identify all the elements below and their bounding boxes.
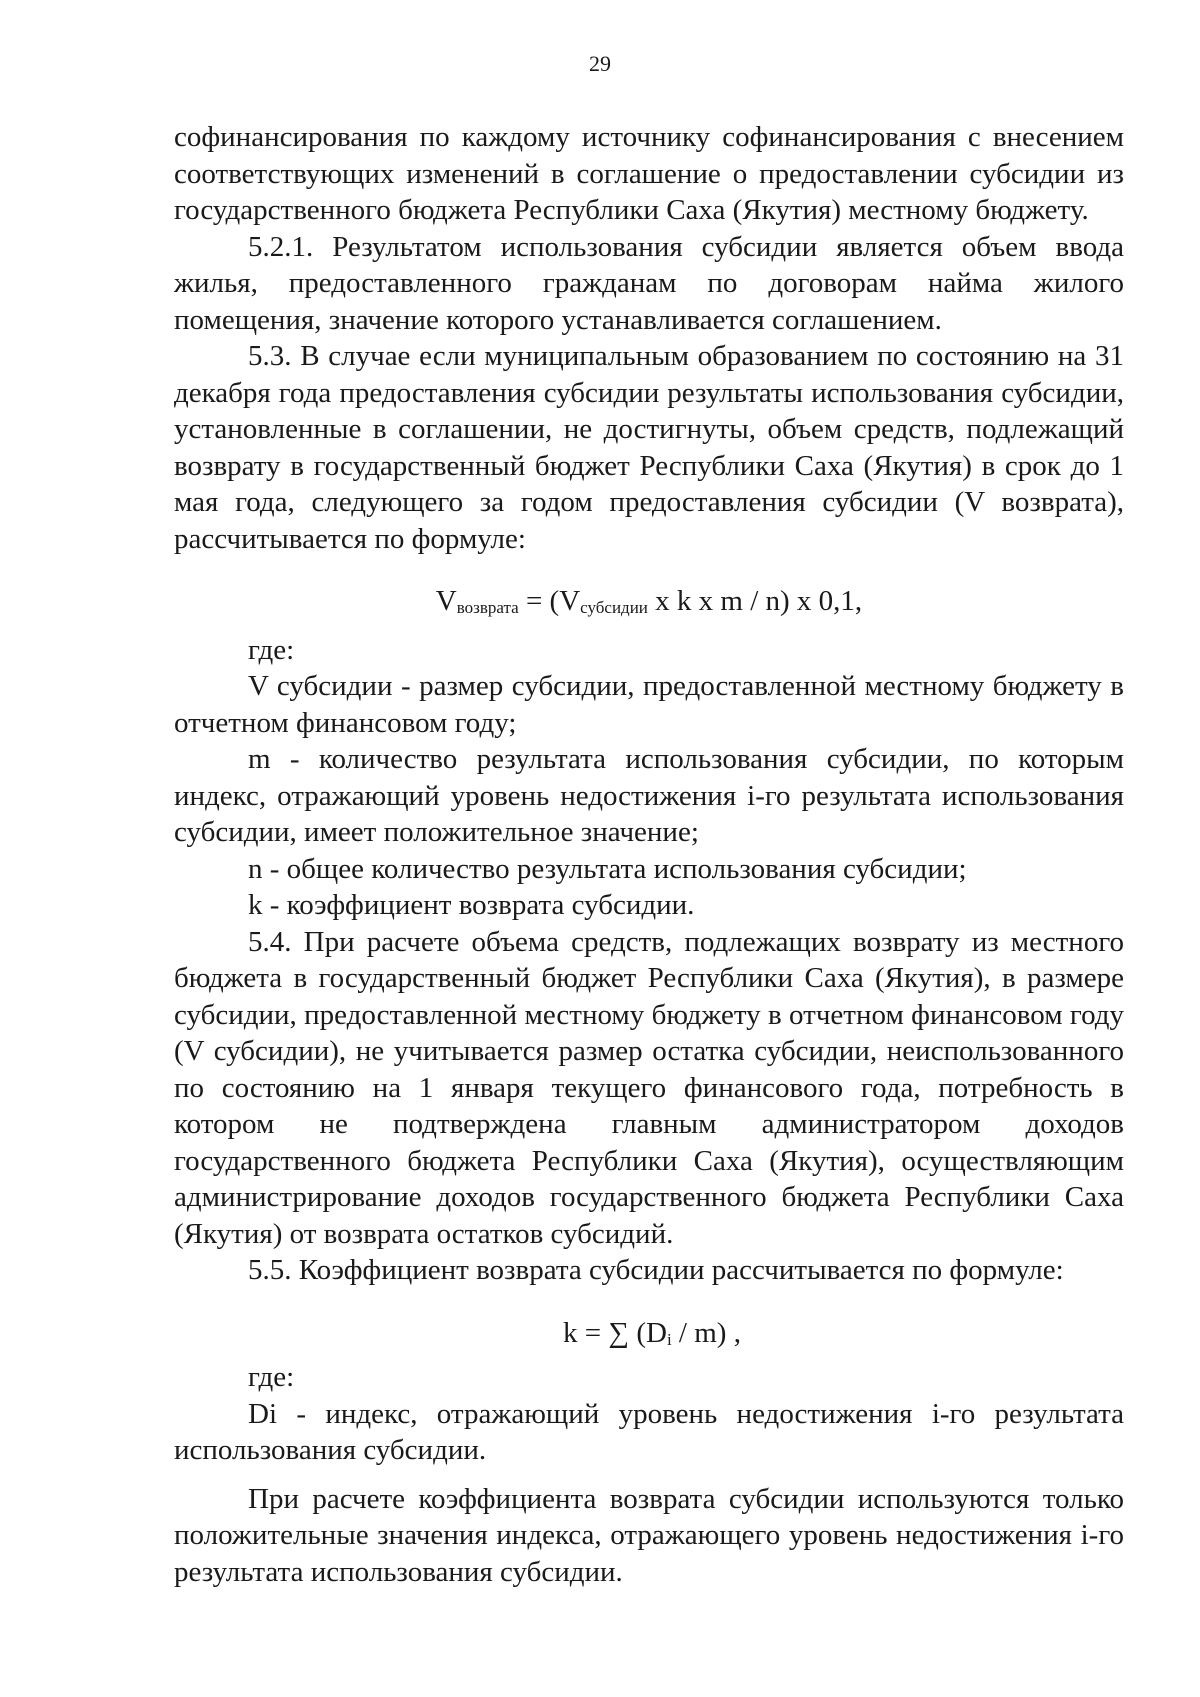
where-label-2: где: bbox=[248, 1361, 295, 1393]
formula-k-left: k = ∑ (D bbox=[563, 1316, 667, 1349]
paragraph-5-2-1: 5.2.1. Результатом использования субсидии является объем ввода жилья, предоставленного гражданам по договорам найма жилого помещения, значение которого устанавливается соглашением. bbox=[174, 230, 1124, 336]
page-number: 29 bbox=[589, 51, 611, 76]
definition-n: n - общее количество результата использования субсидии; bbox=[248, 852, 967, 885]
formula-v-return bbox=[174, 583, 1124, 620]
formula-rest: x k x m / n) x 0,1, bbox=[647, 585, 863, 617]
formula-k-right: / m) , bbox=[671, 1316, 741, 1349]
paragraph-5-4: 5.4. При расчете объема средств, подлежащих возврату из местного бюджета в государственный бюджет Республики Саха (Якутия), в размере субсидии, предоставленной местному бюджету в отчетном финансовом году (V субсидии), не учитывается размер остатка субсидии, неиспользованного по состоянию на 1 января текущего финансового года, потребность в котором не подтверждена главным администратором доходов государственного бюджета Республики Саха (Якутия), осуществляющим администрирование доходов государственного бюджета Республики Саха (Якутия) от возврата остатков субсидий. bbox=[174, 925, 1124, 1250]
definition-di: Di - индекс, отражающий уровень недостижения i-го результата использования субсидии. bbox=[174, 1397, 1124, 1466]
definition-v-subsidy: V субсидии - размер субсидии, предоставленной местному бюджету в отчетном финансовом году; bbox=[174, 670, 1124, 739]
paragraph-positive-values: При расчете коэффициента возврата субсидии используются только положительные значения индекса, отражающего уровень недостижения i-го результата использования субсидии. bbox=[174, 1482, 1124, 1588]
paragraph-5-5: 5.5. Коэффициент возврата субсидии рассчитывается по формуле: bbox=[248, 1254, 1064, 1286]
formula-k bbox=[174, 1315, 1124, 1352]
paragraph-gap bbox=[174, 1469, 1124, 1481]
formula-v: V bbox=[435, 585, 457, 617]
paragraph-continuation: софинансирования по каждому источнику софинансирования с внесением соответствующих изменений в соглашение о предоставлении субсидии из государственного бюджета Республики Саха (Якутия) местному бюджету. bbox=[174, 121, 1124, 226]
definition-m: m - количество результата использования субсидии, по которым индекс, отражающий уровень недостижения i-го результата использования субсидии, имеет положительное значение; bbox=[174, 743, 1124, 848]
definition-k: k - коэффициент возврата субсидии. bbox=[248, 889, 695, 921]
formula-eq-open: = (V bbox=[518, 585, 581, 617]
paragraph-5-3: 5.3. В случае если муниципальным образованием по состоянию на 31 декабря года предоставления субсидии результаты использования субсидии, установленные в соглашении, не достигнуты, объем средств, подлежащий возврату в государственный бюджет Республики Саха (Якутия) в срок до 1 мая года, следующего за годом предоставления субсидии (V возврата), рассчитывается по формуле: bbox=[174, 340, 1124, 555]
formula-v-sub: возврата bbox=[456, 598, 519, 617]
where-label-1: где: bbox=[248, 633, 295, 666]
formula-k-sub: i bbox=[666, 1329, 672, 1349]
document-body bbox=[174, 119, 1124, 1590]
formula-subsidy-sub: субсидии bbox=[580, 598, 648, 617]
